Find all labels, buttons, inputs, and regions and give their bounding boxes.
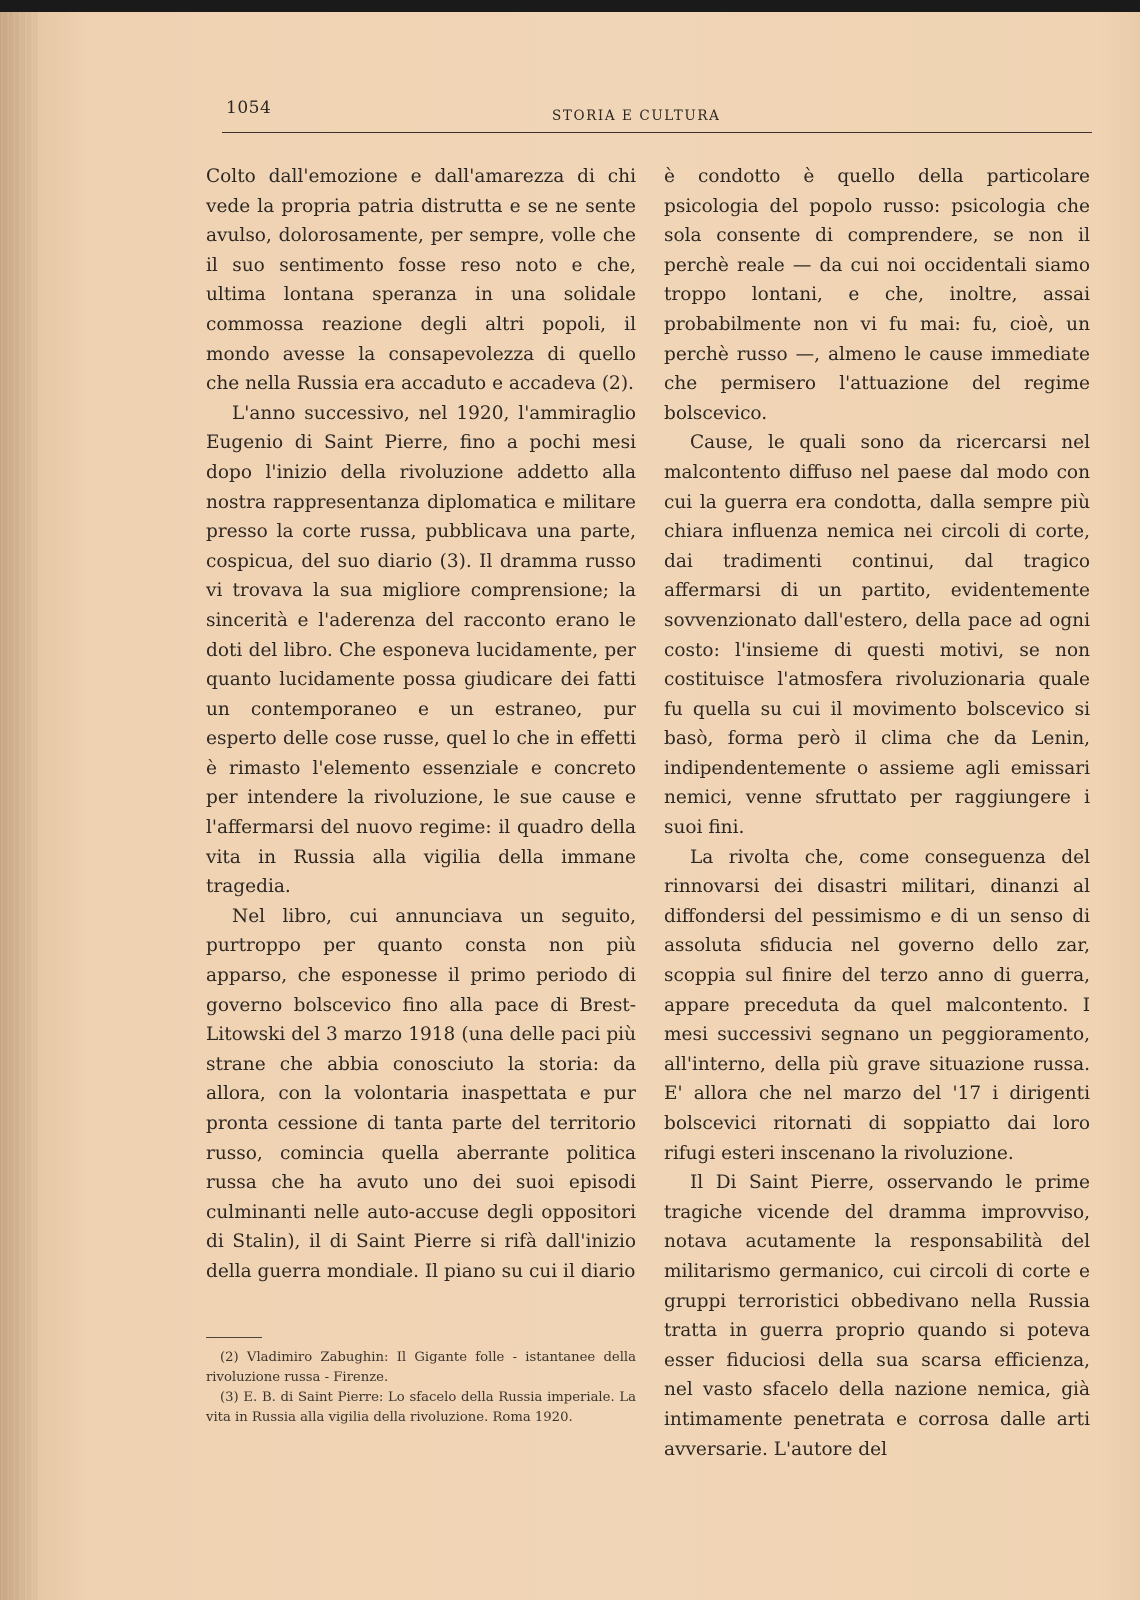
footnote-rule: [206, 1337, 262, 1338]
header-rule: [222, 132, 1092, 133]
paragraph: è condotto è quello della particolare psicologia del popolo russo: psicologia che sola consente di comprendere, se non il perchè reale — da cui noi occidentali siamo troppo lontani, e che, inoltre, assai probabilmente non vi fu mai: fu, cioè, un perchè russo —, almeno le cause immediate che permisero l'attuazione del regime bolscevico.: [664, 166, 1090, 424]
page-header: [226, 98, 1090, 128]
footnote-3: (3) E. B. di Saint Pierre: Lo sfacelo della Russia imperiale. La vita in Russia alla vigilia della rivoluzione. Roma 1920.: [206, 1390, 636, 1425]
paragraph: Colto dall'emozione e dall'amarezza di chi vede la propria patria distrutta e se ne sente avulso, dolorosamente, per sempre, volle che il suo sentimento fosse reso noto e che, ultima lontana speranza in una solidale commossa reazione degli altri popoli, il mondo avesse la consapevolezza di quello che nella Russia era accaduto e accadeva (2).: [206, 166, 636, 395]
footnotes: [206, 1348, 636, 1428]
footnote-2: (2) Vladimiro Zabughin: Il Gigante folle - istantanee della rivoluzione russa - Firenze.: [206, 1350, 636, 1385]
paragraph: L'anno successivo, nel 1920, l'ammiraglio Eugenio di Saint Pierre, fino a pochi mesi dopo l'inizio della rivoluzione addetto alla nostra rappresentanza diplomatica e militare presso la corte russa, pubblicava una parte, cospicua, del suo diario (3). Il dramma russo vi trovava la sua migliore comprensione; la sincerità e l'aderenza del racconto erano le doti del libro. Che esponeva lucidamente, per quanto lucidamente possa giudicare dei fatti un contemporaneo e un estraneo, pur esperto delle cose russe, quel lo che in effetti è rimasto l'elemento essenziale e concreto per intendere la rivoluzione, le sue cause e l'affermarsi del nuovo regime: il quadro della vita in Russia alla vigilia della immane tragedia.: [206, 402, 636, 898]
page-number: 1054: [226, 98, 272, 118]
right-column: [664, 162, 1090, 1464]
paragraph: La rivolta che, come conseguenza del rinnovarsi dei disastri militari, dinanzi al diffondersi del pessimismo e di un senso di assoluta sfiducia nel governo dello zar, scoppia sul finire del terzo anno di guerra, appare preceduta da quel malcontento. I mesi successivi segnano un peggioramento, all'interno, della più grave situazione russa. E' allora che nel marzo del '17 i dirigenti bolscevici ritornati di soppiatto dai loro rifugi esteri inscenano la rivoluzione.: [664, 846, 1090, 1164]
running-head: STORIA E CULTURA: [552, 108, 721, 124]
paragraph: Cause, le quali sono da ricercarsi nel malcontento diffuso nel paese dal modo con cui la guerra era condotta, dalla sempre più chiara influenza nemica nei circoli di corte, dai tradimenti continui, dal tragico affermarsi di un partito, evidentemente sovvenzionato dall'estero, della pace ad ogni costo: l'insieme di questi motivi, se non costituisce l'atmosfera rivoluzionaria quale fu quella su cui il movimento bolscevico si basò, forma però il clima che da Lenin, indipendentemente o assieme agli emissari nemici, venne sfruttato per raggiungere i suoi fini.: [664, 432, 1090, 839]
paragraph: Il Di Saint Pierre, osservando le prime tragiche vicende del dramma improvviso, notava acutamente la responsabilità del militarismo germanico, cui circoli di corte e gruppi terroristici obbedivano nella Russia tratta in guerra proprio quando si poteva esser fiduciosi della sua scarsa efficienza, nel vasto sfacelo della nazione nemica, già intimamente penetrata e corrosa dalle arti avversarie. L'autore del: [664, 1172, 1090, 1460]
paragraph: Nel libro, cui annunciava un seguito, purtroppo per quanto consta non più apparso, che esponesse il primo periodo di governo bolscevico fino alla pace di Brest-Litowski del 3 marzo 1918 (una delle paci più strane che abbia conosciuto la storia: da allora, con la volontaria inaspettata e pur pronta cessione di tanta parte del territorio russo, comincia quella aberrante politica russa che ha avuto uno dei suoi episodi culminanti nelle auto-accuse degli oppositori di Stalin), il di Saint Pierre si rifà dall'inizio della guerra mondiale. Il piano su cui il diario: [206, 905, 636, 1282]
left-column: [206, 162, 636, 1287]
page-binding-edge: [0, 12, 38, 1600]
